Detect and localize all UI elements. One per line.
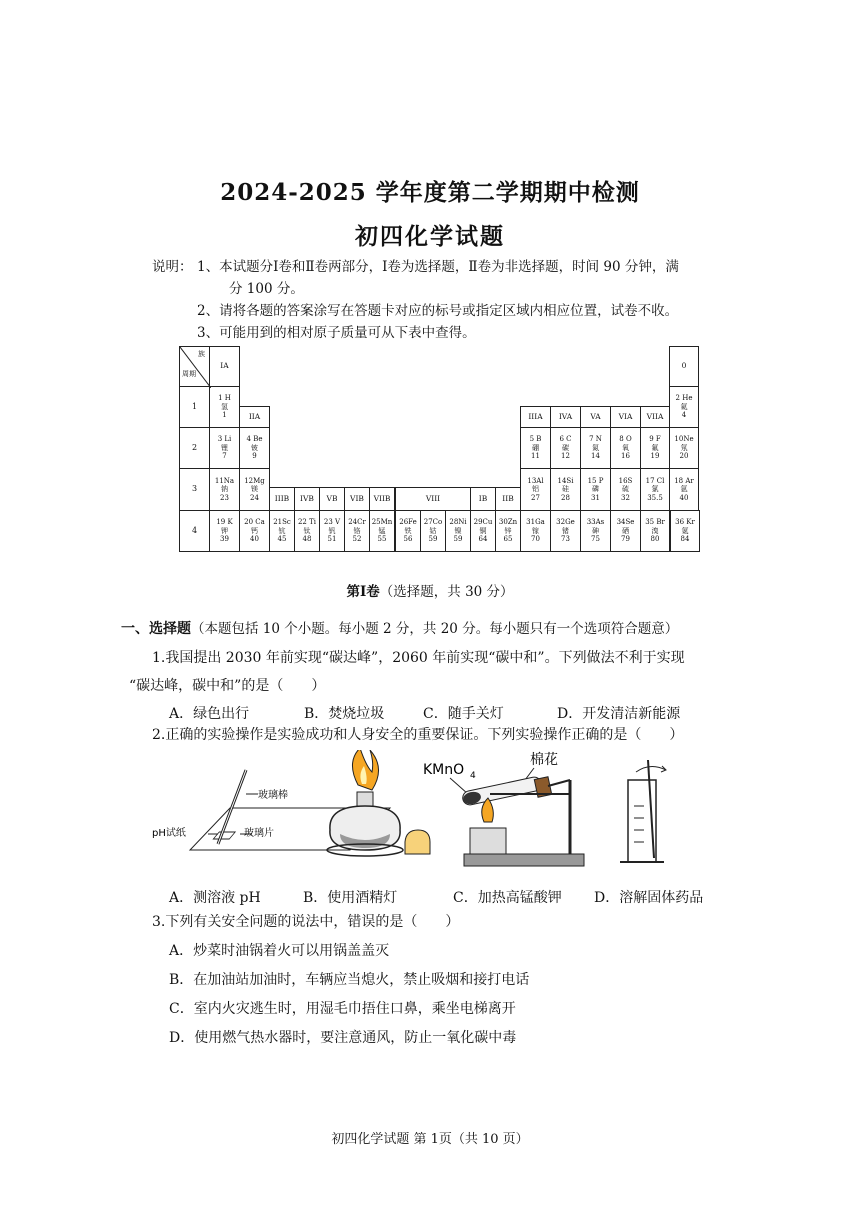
q1-option-d: D．开发清洁新能源 [557, 706, 681, 722]
group-IB: IB [470, 487, 496, 511]
part1-title: 第Ⅰ卷 [346, 584, 380, 600]
element-cell: 30Zn 锌 65 [495, 510, 521, 552]
period-3: 3 [179, 468, 210, 511]
exam-title: 2024-2025 学年度第二学期期中检测 [220, 179, 640, 206]
q2-option-a: A．测溶液 pH [169, 890, 261, 906]
figure-heat-kmno4 [423, 751, 584, 866]
element-cell: 1 H 氢 1 [209, 386, 240, 428]
q2-figures [150, 750, 710, 872]
group-VIB: VIB [344, 487, 370, 511]
element-cell: 26Fe 铁 56 [395, 510, 421, 552]
element-cell: 23 V 钒 51 [319, 510, 345, 552]
element-cell: 12Mg 镁 24 [239, 468, 270, 511]
q3-option-a: A．炒菜时油锅着火可以用锅盖盖灭 [169, 943, 390, 959]
group-VIA: VIA [610, 406, 641, 428]
label-kmno4: KMnO [423, 762, 465, 778]
section1-title: 一、选择题 [121, 621, 191, 637]
corner-group-label: 族 [198, 350, 205, 358]
period-2: 2 [179, 427, 210, 469]
q3-option-b: B．在加油站加油时，车辆应当熄火，禁止吸烟和接打电话 [169, 972, 530, 988]
q2-option-d: D．溶解固体药品 [594, 890, 704, 906]
element-cell: 24Cr 铬 52 [344, 510, 370, 552]
q2-stem: 2.正确的实验操作是实验成功和人身安全的重要保证。下列实验操作正确的是（ ） [152, 727, 684, 743]
q1-line2: “碳达峰，碳中和”的是（ ） [129, 678, 326, 694]
element-cell: 36 Kr 氪 84 [670, 510, 700, 552]
group-IVA: IVA [550, 406, 581, 428]
periodic-table [179, 346, 699, 552]
element-cell: 18 Ar 氩 40 [669, 468, 699, 511]
element-cell: 2 He 氦 4 [669, 386, 699, 428]
section1-heading [121, 617, 678, 638]
part1-desc: （选择题，共 30 分） [379, 584, 514, 600]
group-IVB: IVB [294, 487, 320, 511]
group-IIIA: IIIA [520, 406, 551, 428]
element-cell: 5 B 硼 11 [520, 427, 551, 469]
element-cell: 15 P 磷 31 [580, 468, 611, 511]
element-cell: 28Ni 镍 59 [445, 510, 471, 552]
group-VIIB: VIIB [369, 487, 395, 511]
element-cell: 13Al 铝 27 [520, 468, 551, 511]
group-VIII: VIII [395, 487, 471, 511]
element-cell: 34Se 硒 79 [610, 510, 641, 552]
group-0: 0 [669, 346, 699, 387]
element-cell: 20 Ca 钙 40 [239, 510, 270, 552]
element-cell: 25Mn 锰 55 [369, 510, 395, 552]
element-cell: 16S 硫 32 [610, 468, 641, 511]
corner-period-label: 周期 [182, 369, 196, 378]
figure-alcohol-lamp [327, 750, 430, 856]
group-IIB: IIB [495, 487, 521, 511]
part1-heading [0, 580, 860, 600]
q1-option-a: A．绿色出行 [169, 706, 250, 722]
element-cell: 31Ga 镓 70 [520, 510, 551, 552]
element-cell: 14Si 硅 28 [550, 468, 581, 511]
element-cell: 10Ne 氖 20 [669, 427, 699, 469]
note-2: 2、请将各题的答案涂写在答题卡对应的标号或指定区域内相应位置，试卷不收。 [197, 303, 679, 319]
label-kmno4-sub: 4 [470, 771, 476, 781]
note-1-cont: 分 100 分。 [229, 281, 304, 297]
q2-option-b: B．使用酒精灯 [303, 890, 398, 906]
element-cell: 22 Ti 钛 48 [294, 510, 320, 552]
note-1: 1、本试题分Ⅰ卷和Ⅱ卷两部分，Ⅰ卷为选择题，Ⅱ卷为非选择题，时间 90 分钟，满 [197, 259, 679, 275]
element-cell: 21Sc 钪 45 [269, 510, 295, 552]
element-cell: 32Ge 锗 73 [550, 510, 581, 552]
group-IIIB: IIIB [269, 487, 295, 511]
q3-stem: 3.下列有关安全问题的说法中，错误的是（ ） [152, 914, 460, 930]
element-cell: 6 C 碳 12 [550, 427, 581, 469]
element-cell: 19 K 钾 39 [209, 510, 240, 552]
element-cell: 11Na 钠 23 [209, 468, 240, 511]
element-cell: 33As 砷 75 [580, 510, 611, 552]
note-3: 3、可能用到的相对原子质量可从下表中查得。 [197, 325, 476, 341]
element-cell: 27Co 钴 59 [420, 510, 446, 552]
group-VIIA: VIIA [640, 406, 670, 428]
label-glass-rod: 玻璃棒 [258, 790, 288, 801]
element-cell: 7 N 氮 14 [580, 427, 611, 469]
section1-desc: （本题包括 10 个小题。每小题 2 分，共 20 分。每小题只有一个选项符合题意） [191, 621, 679, 637]
exam-subtitle: 初四化学试题 [355, 223, 505, 250]
group-IIA: IIA [239, 406, 270, 428]
group-IA: IA [209, 346, 240, 387]
label-glass-slide: 玻璃片 [244, 828, 274, 839]
q1-option-b: B．焚烧垃圾 [304, 706, 385, 722]
label-cotton: 棉花 [530, 752, 558, 768]
label-ph-paper: pH试纸 [152, 828, 186, 839]
notes-label: 说明： [152, 259, 193, 275]
period-4: 4 [179, 510, 210, 552]
element-cell: 29Cu 铜 64 [470, 510, 496, 552]
group-VB: VB [319, 487, 345, 511]
element-cell: 17 Cl 氯 35.5 [640, 468, 670, 511]
element-cell: 35 Br 溴 80 [640, 510, 670, 552]
element-cell: 8 O 氧 16 [610, 427, 641, 469]
q1-option-c: C．随手关灯 [423, 706, 504, 722]
q3-option-c: C．室内火灾逃生时，用湿毛巾捂住口鼻，乘坐电梯离开 [169, 1001, 516, 1017]
group-VA: VA [580, 406, 611, 428]
table-corner [179, 346, 210, 387]
element-cell: 3 Li 锂 7 [209, 427, 240, 469]
element-cell: 9 F 氟 19 [640, 427, 670, 469]
corner-diagonal [180, 347, 211, 388]
q1-line1: 1.我国提出 2030 年前实现“碳达峰”，2060 年前实现“碳中和”。下列做法不利于实现 [152, 650, 685, 666]
q3-option-d: D．使用燃气热水器时，要注意通风，防止一氧化碳中毒 [169, 1030, 517, 1046]
period-1: 1 [179, 386, 210, 428]
page-footer: 初四化学试题 第 1页（共 10 页） [331, 1132, 529, 1147]
figure-dissolve [620, 760, 666, 862]
element-cell: 4 Be 铍 9 [239, 427, 270, 469]
q2-option-c: C．加热高锰酸钾 [453, 890, 562, 906]
